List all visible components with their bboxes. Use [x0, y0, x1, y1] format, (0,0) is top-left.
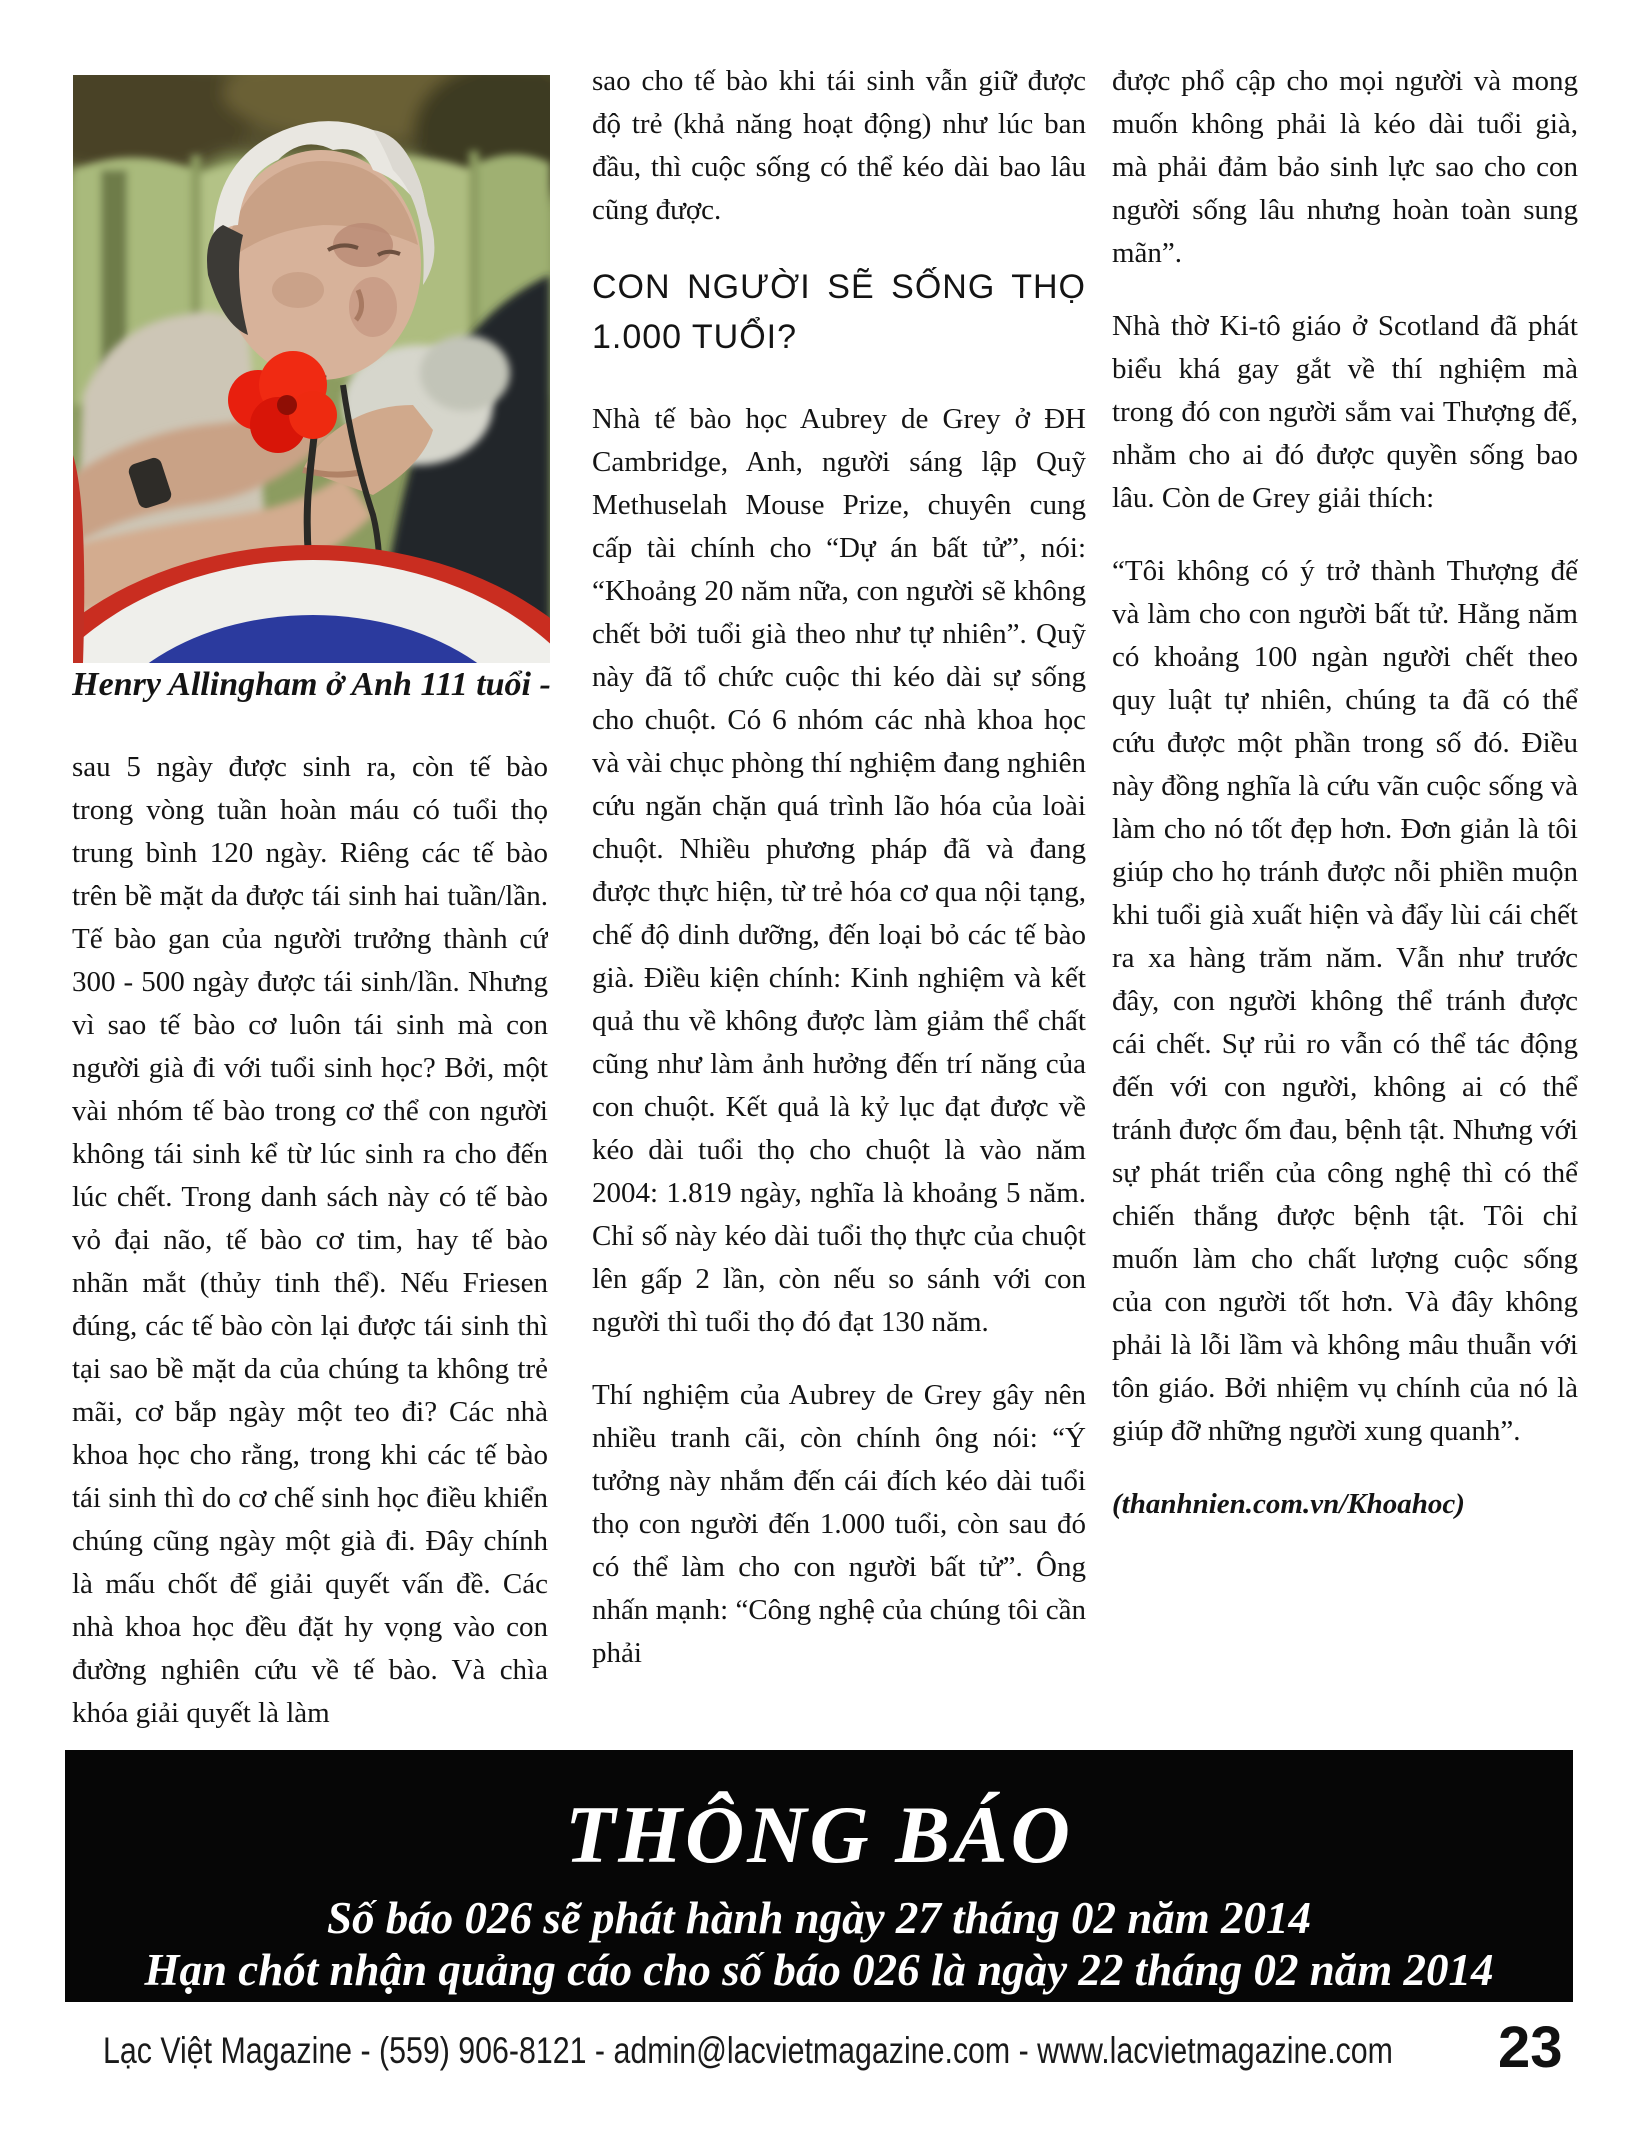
body-paragraph: sao cho tế bào khi tái sinh vẫn giữ được độ trẻ (khả năng hoạt động) như lúc ban đầu, thì cuộc sống có thể kéo dài bao lâu cũng được. — [592, 65, 1086, 226]
body-paragraph: “Tôi không có ý trở thành Thượng đế và làm cho con người bất tử. Hằng năm có khoảng 100 ngàn người chết theo quy luật tự nhiên, chúng ta đã có thể cứu được một phần trong số đó. Điều này đồng nghĩa là cứu vãn cuộc sống và làm cho nó tốt đẹp hơn. Đơn giản là tôi giúp cho họ tránh được nỗi phiền muộn khi tuổi già xuất hiện và đẩy lùi cái chết ra xa hàng trăm năm. Vẫn như trước đây, con người không thể tránh được cái chết. Sự rủi ro vẫn có thể tác động đến với con người, không ai có thể tránh được ốm đau, bệnh tật. Nhưng với sự phát triển của công nghệ thì có thể chiến thắng được bệnh tật. Tôi chỉ muốn làm cho chất lượng cuộc sống của con người tốt hơn. Và đây không phải là lỗi lầm và không mâu thuẫn với tôn giáo. Bởi nhiệm vụ chính của nó là giúp đỡ những người xung quanh”. — [1112, 555, 1578, 1447]
source-credit: (thanhnien.com.vn/Khoahoc) — [1112, 1488, 1465, 1520]
announcement-banner — [65, 1750, 1573, 2002]
body-paragraph: được phổ cập cho mọi người và mong muốn không phải là kéo dài tuổi già, mà phải đảm bảo sinh lực sao cho con người sống lâu nhưng hoàn toàn sung mãn”. — [1112, 65, 1578, 269]
photo-elderly-man-with-poppy — [73, 75, 550, 663]
section-heading: CON NGƯỜI SẼ SỐNG THỌ 1.000 TUỔI? — [592, 268, 1086, 356]
body-paragraph: Thí nghiệm của Aubrey de Grey gây nên nhiều tranh cãi, còn chính ông nói: “Ý tưởng này nhắm đến cái đích kéo dài tuổi thọ con người đến 1.000 tuổi, còn sau đó có thể làm cho con người bất tử”. Ông nhấn mạnh: “Công nghệ của chúng tôi cần phải — [592, 1379, 1086, 1669]
page-number: 23 — [1498, 2015, 1563, 2080]
column-1 — [72, 746, 548, 1736]
banner-deadline-line: Hạn chót nhận quảng cáo cho số báo 026 là ngày 22 tháng 02 năm 2014 — [144, 1945, 1494, 1995]
banner-release-line: Số báo 026 sẽ phát hành ngày 27 tháng 02 năm 2014 — [327, 1893, 1311, 1943]
banner-title: THÔNG BÁO — [565, 1789, 1073, 1880]
body-paragraph: Nhà tế bào học Aubrey de Grey ở ĐH Cambridge, Anh, người sáng lập Quỹ Methuselah Mouse Prize, chuyên cung cấp tài chính cho “Dự án bất tử”, nói: “Khoảng 20 năm nữa, con người sẽ không chết bởi tuổi già theo như tự nhiên”. Quỹ này đã tổ chức cuộc thi kéo dài sự sống cho chuột. Có 6 nhóm các nhà khoa học và vài chục phòng thí nghiệm đang nghiên cứu ngăn chặn quá trình lão hóa của loài chuột. Nhiều phương pháp đã và đang được thực hiện, từ trẻ hóa cơ qua nội tạng, chế độ dinh dưỡng, đến loại bỏ các tế bào già. Điều kiện chính: Kinh nghiệm và kết quả thu về không được làm giảm thể chất cũng như làm ảnh hưởng đến trí năng của con chuột. Kết quả là kỷ lục đạt được về kéo dài tuổi thọ cho chuột là vào năm 2004: 1.819 ngày, nghĩa là khoảng 5 năm. Chỉ số này kéo dài tuổi thọ thực của chuột lên gấp 2 lần, còn nếu so sánh với con người thì tuổi thọ đó đạt 130 năm. — [592, 403, 1086, 1338]
body-paragraph: Nhà thờ Ki-tô giáo ở Scotland đã phát biểu khá gay gắt về thí nghiệm mà trong đó con người sắm vai Thượng đế, nhằm cho ai đó được quyền sống bao lâu. Còn de Grey giải thích: — [1112, 310, 1578, 514]
footer-contact: Lạc Việt Magazine - (559) 906-8121 - admin@lacvietmagazine.com - www.lacvietmagazine.com — [103, 2030, 1393, 2071]
column-3 — [1112, 60, 1578, 1746]
column-2 — [592, 60, 1086, 1746]
body-paragraph: sau 5 ngày được sinh ra, còn tế bào trong vòng tuần hoàn máu có tuổi thọ trung bình 120 ngày. Riêng các tế bào trên bề mặt da được tái sinh hai tuần/lần. Tế bào gan của người trưởng thành cứ 300 - 500 ngày được tái sinh/lần. Nhưng vì sao tế bào cơ luôn tái sinh mà con người già đi với tuổi sinh học? Bởi, một vài nhóm tế bào trong cơ thể con người không tái sinh kể từ lúc sinh ra cho đến lúc chết. Trong danh sách này có tế bào vỏ đại não, tế bào cơ tim, hay tế bào nhãn mắt (thủy tinh thể). Nếu Friesen đúng, các tế bào còn lại được tái sinh thì tại sao bề mặt da của chúng ta không trẻ mãi, cơ bắp ngày một teo đi? Các nhà khoa học cho rằng, trong khi các tế bào tái sinh thì do cơ chế sinh học điều khiển chúng cũng ngày một già đi. Đây chính là mấu chốt để giải quyết vấn đề. Các nhà khoa học đều đặt hy vọng vào con đường nghiên cứu về tế bào. Và chìa khóa giải quyết là làm — [72, 751, 548, 1729]
photo-caption: Henry Allingham ở Anh 111 tuổi - — [72, 666, 551, 703]
